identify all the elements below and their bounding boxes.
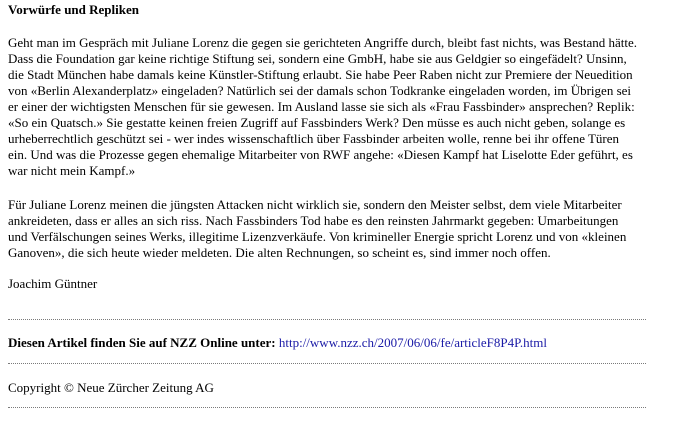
article-url-link[interactable]: http://www.nzz.ch/2007/06/06/fe/articleF8P4P.html xyxy=(278,335,548,350)
link-prefix-label: Diesen Artikel finden Sie auf NZZ Online unter: xyxy=(8,335,276,350)
dotted-divider xyxy=(8,319,646,320)
section-heading: Vorwürfe und Repliken xyxy=(8,2,139,17)
dotted-divider xyxy=(8,407,646,408)
copyright-notice: Copyright © Neue Zürcher Zeitung AG xyxy=(8,380,214,395)
article-paragraph-2: Für Juliane Lorenz meinen die jüngsten Attacken nicht wirklich sie, sondern den Meister selbst, dem viele Mitarbeiter ankreideten, dass er alles an sich riss. Nach Fassbinders Tod habe es den reinsten Jahrmarkt gegeben: Umarbeitungen und Verfälschungen seines Werks, illegitime Lizenzverkäufe. Von krimineller Energie spricht Lorenz und von «kleinen Ganoven», die sich heute wieder meldeten. Die alten Rechnungen, so scheint es, sind immer noch offen. xyxy=(8,197,627,260)
article-link-line xyxy=(8,335,640,351)
dotted-divider xyxy=(8,363,646,364)
author-name: Joachim Güntner xyxy=(8,276,98,291)
article-paragraph-1: Geht man im Gespräch mit Juliane Lorenz die gegen sie gerichteten Angriffe durch, bleibt fast nichts, was Bestand hätte. Dass die Foundation gar keine richtige Stiftung sei, sondern eine GmbH, habe sie aus Geldgier so eingefädelt? Unsinn, die Stadt München habe damals keine Künstler-Stiftung erlaubt. Sie habe Peer Raben nicht zur Premiere der Neuedition von «Berlin Alexanderplatz» eingeladen? Natürlich sei der damals schon Todkranke eingeladen worden, im Übrigen sei er einer der wichtigsten Menschen für sie gewesen. Im Ausland lasse sie sich als «Frau Fassbinder» ansprechen? Replik: «So ein Quatsch.» Sie gestatte keinen freien Zugriff auf Fassbinders Werk? Den müsse es auch nicht geben, solange es urheberrechtlich geschützt sei - wer indes wissenschaftlich über Fassbinder arbeiten wolle, renne bei ihr offene Türen ein. Und was die Prozesse gegen ehemalige Mitarbeiter von RWF angehe: «Diesen Kampf hat Liselotte Eder geführt, es war nicht mein Kampf.» xyxy=(8,35,637,178)
